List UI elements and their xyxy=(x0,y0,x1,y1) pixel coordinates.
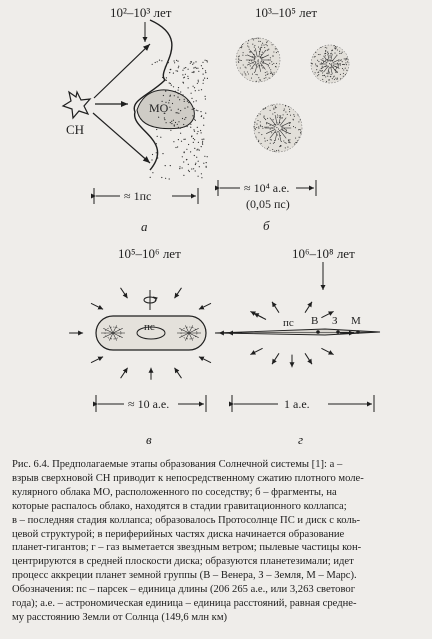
caption-line: года); а.е. – астрономическая единица – единица расстояний, равная средне- xyxy=(12,598,357,610)
caption-line: му расстоянию Земли от Солнца (149,6 млн км) xyxy=(12,611,228,623)
caption-line: взрыв сверхновой СН приводит к непосредственному сжатию плотного моле- xyxy=(12,472,364,484)
protosun-label: пс xyxy=(144,321,155,333)
caption-line: которые распалось облако, находятся в стадии гравитационного коллапса; xyxy=(12,500,347,512)
fragment-2 xyxy=(311,45,349,83)
caption-line: Рис. 6.4. Предполагаемые этапы образования Солнечной системы [1]: а – xyxy=(12,459,343,470)
panel-a xyxy=(63,5,208,234)
rotation-icon xyxy=(144,290,157,310)
protosun-label-g: пс xyxy=(283,317,294,329)
caption-line: планет-гигантов; г – газ выметается звездным ветром; пылевые частицы кон- xyxy=(12,542,362,554)
earth-label: З xyxy=(332,315,338,327)
panel-g-letter: г xyxy=(298,432,304,447)
panel-v-time-label: 10⁵–10⁶ лет xyxy=(118,246,181,261)
supernova-label: СН xyxy=(66,122,85,137)
panel-v xyxy=(69,246,233,447)
panel-b xyxy=(218,5,349,233)
caption-line: центрируются в средней плоскости диска; образуются планетезимали; идет xyxy=(12,556,354,568)
supernova-star-icon xyxy=(63,92,90,118)
panel-v-scale: ≈ 10 а.е. xyxy=(128,397,170,411)
panel-b-letter: б xyxy=(263,218,270,233)
mars-dot xyxy=(356,330,360,334)
panel-g-scale: 1 а.е. xyxy=(284,397,310,411)
panel-a-scale: ≈ 1пс xyxy=(124,189,152,203)
fragment-3 xyxy=(254,104,302,152)
figure-caption xyxy=(12,458,424,625)
caption-line: в – последняя стадия коллапса; образовалось Протосолнце ПС и диск с коль- xyxy=(12,514,361,526)
earth-dot xyxy=(336,330,340,334)
panel-b-scale: ≈ 10⁴ а.е. xyxy=(244,181,290,195)
caption-line: кулярного облака МО, расположенного по соседству; б – фрагменты, на xyxy=(12,486,337,498)
panel-v-letter: в xyxy=(146,432,152,447)
cloud-fragments xyxy=(236,38,349,152)
mars-label: М xyxy=(351,315,361,327)
panel-g xyxy=(215,246,380,447)
panel-b-scale-sub: (0,05 пс) xyxy=(246,197,290,211)
caption-line: процесс аккреции планет земной группы (В – Венера, З – Земля, М – Марс). xyxy=(12,570,357,582)
panel-a-letter: а xyxy=(141,219,148,234)
venus-dot xyxy=(316,330,320,334)
panel-a-time-label: 10²–10³ лет xyxy=(110,5,172,20)
cloud-label: МО xyxy=(149,101,169,115)
venus-label: В xyxy=(311,315,319,327)
panel-b-time-label: 10³–10⁵ лет xyxy=(255,5,318,20)
caption-line: цевой структурой; в периферийных частях диска начинается образование xyxy=(12,528,345,540)
fragment-1 xyxy=(236,38,280,82)
panel-g-time-label: 10⁶–10⁸ лет xyxy=(292,246,355,261)
caption-line: Обозначения: пс – парсек – единица длины (206 265 а.е., или 3,263 световог xyxy=(12,584,356,596)
